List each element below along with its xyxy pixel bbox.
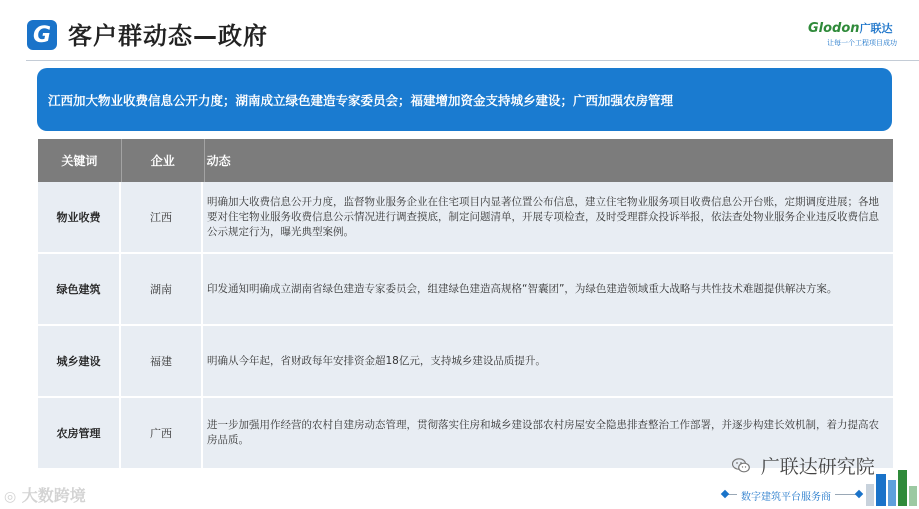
row-detail: 印发通知明确成立湖南省绿色建造专家委员会，组建绿色建造高规格“智囊团”，为绿色建造领域重大战略与共性技术难题提供解决方案。	[207, 282, 838, 295]
city-buildings-icon	[864, 466, 918, 506]
banner-text: 江西加大物业收费信息公开力度；湖南成立绿色建造专家委员会；福建增加资金支持城乡建设；广西加强农房管理	[48, 92, 674, 108]
wechat-icon	[732, 459, 755, 477]
row-company: 江西	[121, 182, 203, 252]
row-detail: 明确加大收费信息公开力度，监督物业服务企业在住宅项目内显著位置公布信息，建立住宅物业服务项目收费信息公开台账，定期调度进展；各地要对住宅物业服务收费信息公示情况进行调查摸底，制定问题清单，开展专项检查，及时受理群众投诉举报，依法查处物业服务企业违反收费信息公示规定行为，曝光典型案例。	[207, 195, 879, 238]
row-company: 福建	[121, 326, 203, 396]
row-keyword: 物业收费	[38, 182, 121, 252]
brand-name-cn: 广联达	[859, 22, 893, 35]
row-detail: 明确从今年起，省财政每年安排资金超18亿元，支持城乡建设品质提升。	[207, 354, 546, 367]
watermark-text: 广联达研究院	[760, 456, 875, 478]
brand-name	[808, 20, 916, 36]
news-table	[38, 139, 893, 468]
table-row	[38, 254, 893, 326]
brand-slogan: 让每一个工程项目成功	[827, 39, 897, 47]
watermark-logo-icon: ◎	[4, 489, 17, 505]
row-keyword: 农房管理	[38, 398, 121, 468]
page-title: 客户群动态—政府	[68, 22, 268, 50]
source-watermark	[4, 483, 86, 506]
service-tagline: 数字建筑平台服务商	[737, 488, 835, 503]
logo-letter: G	[32, 22, 52, 48]
brand-logo	[808, 20, 916, 50]
row-keyword: 绿色建筑	[38, 254, 121, 324]
row-company: 广西	[121, 398, 203, 468]
table-row	[38, 326, 893, 398]
column-header-keyword: 关键词	[38, 139, 122, 182]
summary-banner	[37, 68, 892, 131]
table-header	[38, 139, 893, 182]
row-keyword: 城乡建设	[38, 326, 121, 396]
tagline-dot-left	[721, 490, 729, 498]
watermark-left-text: 大数跨境	[21, 486, 86, 505]
brand-name-en: Glodon	[808, 21, 860, 36]
tagline-dot-right	[855, 490, 863, 498]
row-detail: 进一步加强用作经营的农村自建房动态管理，贯彻落实住房和城乡建设部农村房屋安全隐患排查整治工作部署，并逐步构建长效机制，着力提高农房品质。	[207, 419, 879, 446]
app-logo	[27, 20, 57, 50]
header-divider	[26, 60, 919, 61]
table-row	[38, 182, 893, 254]
column-header-detail: 动态	[206, 154, 231, 168]
row-company: 湖南	[121, 254, 203, 324]
column-header-company: 企业	[122, 139, 205, 182]
research-institute-watermark	[732, 452, 875, 479]
